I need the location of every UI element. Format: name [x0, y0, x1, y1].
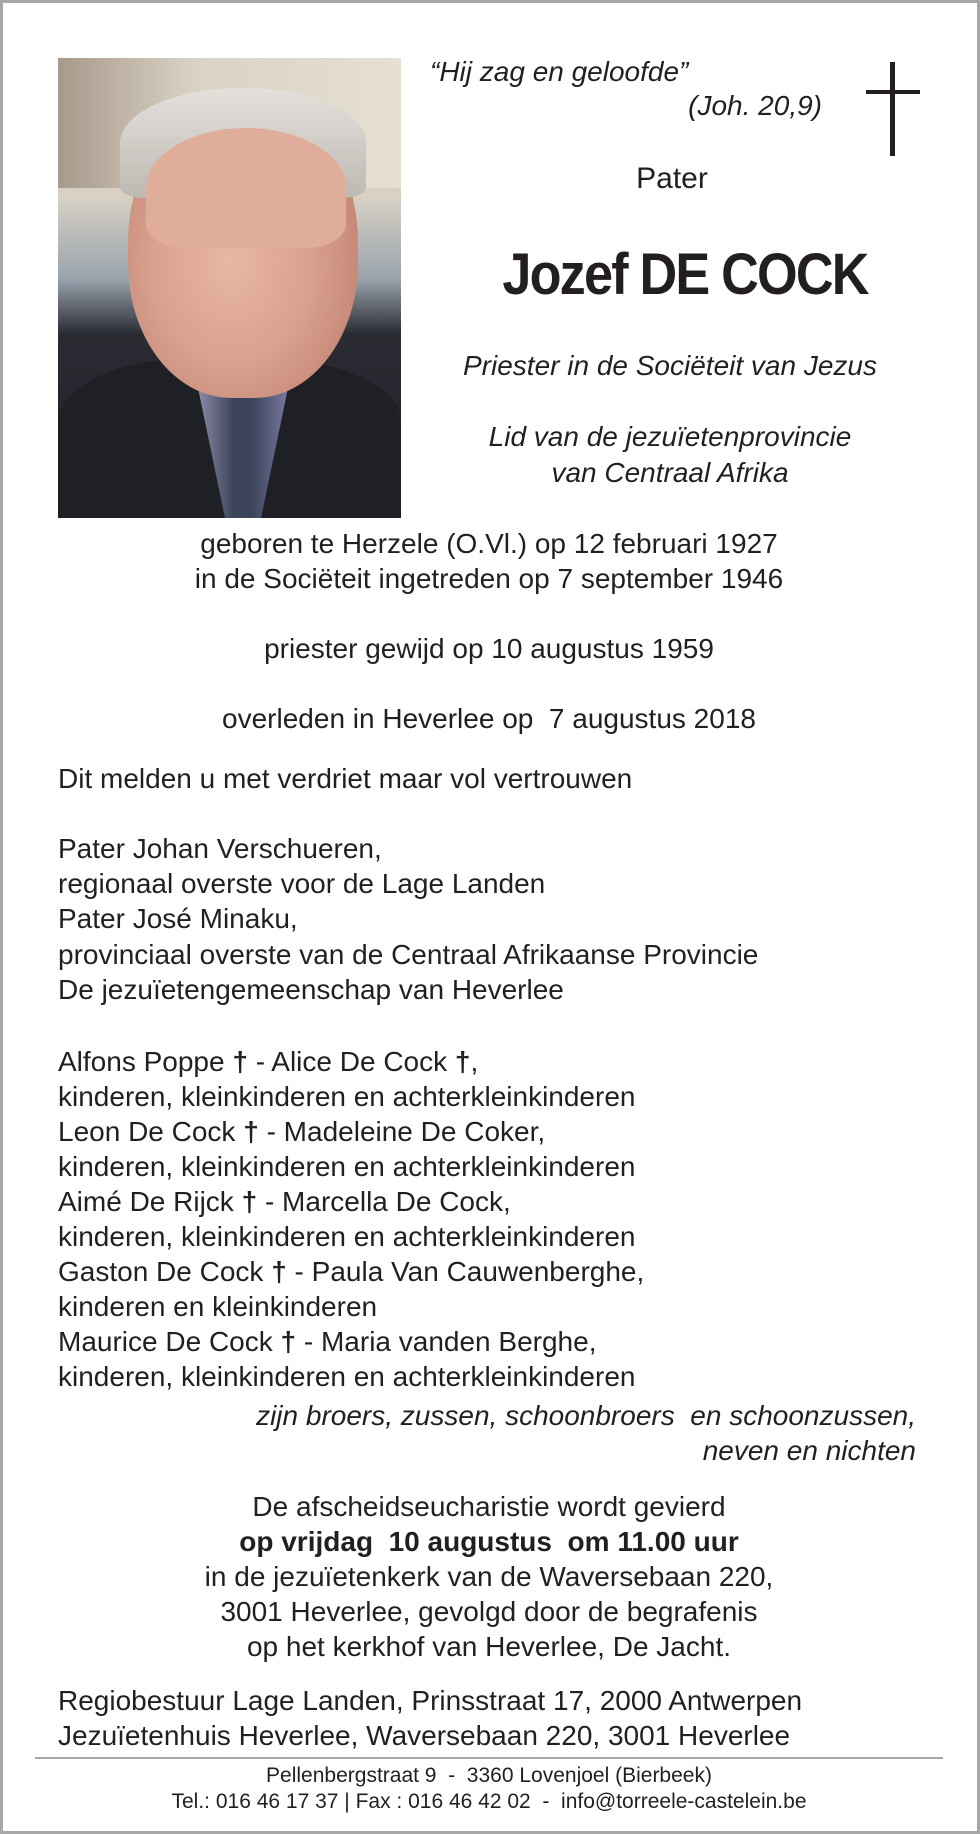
- role: Priester in de Sociëteit van Jezus: [463, 350, 877, 381]
- superior-line: provinciaal overste van de Centraal Afrikaanse Provincie: [58, 939, 759, 970]
- portrait-photo: [58, 58, 401, 518]
- footer-divider: [35, 1757, 943, 1759]
- family-line: Alfons Poppe † - Alice De Cock †,: [58, 1046, 479, 1077]
- entered-line: in de Sociëteit ingetreden op 7 september 1946: [194, 563, 784, 594]
- born-line: geboren te Herzele (O.Vl.) op 12 februari 1927: [200, 528, 778, 559]
- service-datetime: op vrijdag 10 augustus om 11.00 uur: [239, 1526, 739, 1557]
- relatives-line-1: zijn broers, zussen, schoonbroers en schoonzussen,: [256, 1400, 916, 1431]
- service-line-5: op het kerkhof van Heverlee, De Jacht.: [246, 1631, 732, 1662]
- relatives-line-2: neven en nichten: [702, 1435, 916, 1466]
- family-line: kinderen, kleinkinderen en achterkleinkinderen: [58, 1081, 636, 1112]
- cross-icon: [866, 62, 920, 156]
- province-line-1: Lid van de jezuïetenprovincie: [488, 421, 852, 452]
- superior-line: Pater José Minaku,: [58, 903, 298, 934]
- family-line: Aimé De Rijck † - Marcella De Cock,: [58, 1186, 511, 1217]
- bible-reference: (Joh. 20,9): [688, 90, 822, 121]
- ordained-line: priester gewijd op 10 augustus 1959: [264, 633, 714, 664]
- family-line: kinderen, kleinkinderen en achterkleinkinderen: [58, 1151, 636, 1182]
- title-prefix: Pater: [636, 162, 708, 195]
- dagger-icon: †: [280, 1326, 297, 1357]
- family-line: Maurice De Cock † - Maria vanden Berghe,: [58, 1326, 597, 1357]
- dagger-icon: †: [271, 1256, 287, 1287]
- address-line-2: Jezuïetenhuis Heverlee, Waversebaan 220, 3001 Heverlee: [58, 1720, 791, 1751]
- superior-line: regionaal overste voor de Lage Landen: [58, 868, 546, 899]
- footer-contact: Tel.: 016 46 17 37 | Fax : 016 46 42 02 - info@torreele-castelein.be: [171, 1790, 807, 1813]
- dagger-icon: †: [454, 1046, 471, 1077]
- service-line-4: 3001 Heverlee, gevolgd door de begrafenis: [220, 1596, 758, 1627]
- deceased-name: Jozef DE COCK: [502, 242, 868, 307]
- address-line-1: Regiobestuur Lage Landen, Prinsstraat 17, 2000 Antwerpen: [58, 1685, 803, 1716]
- died-line: overleden in Heverlee op 7 augustus 2018: [222, 703, 756, 734]
- family-line: kinderen en kleinkinderen: [58, 1291, 378, 1322]
- announcement-intro: Dit melden u met verdriet maar vol vertrouwen: [58, 763, 633, 794]
- province-line-2: van Centraal Afrika: [551, 457, 789, 488]
- bible-quote: “Hij zag en geloofde”: [430, 56, 689, 87]
- dagger-icon: †: [232, 1046, 248, 1077]
- superior-line: Pater Johan Verschueren,: [58, 833, 382, 864]
- superior-line: De jezuïetengemeenschap van Heverlee: [58, 974, 564, 1005]
- dagger-icon: †: [241, 1186, 258, 1217]
- dagger-icon: †: [243, 1116, 259, 1147]
- service-line-3: in de jezuïetenkerk van de Waversebaan 220,: [204, 1561, 774, 1592]
- family-line: Gaston De Cock † - Paula Van Cauwenberghe,: [58, 1256, 645, 1287]
- family-line: Leon De Cock † - Madeleine De Coker,: [58, 1116, 546, 1147]
- family-line: kinderen, kleinkinderen en achterkleinkinderen: [58, 1221, 636, 1252]
- footer-address: Pellenbergstraat 9 - 3360 Lovenjoel (Bierbeek): [266, 1764, 712, 1787]
- service-line-1: De afscheidseucharistie wordt gevierd: [252, 1491, 726, 1522]
- family-line: kinderen, kleinkinderen en achterkleinkinderen: [58, 1361, 636, 1392]
